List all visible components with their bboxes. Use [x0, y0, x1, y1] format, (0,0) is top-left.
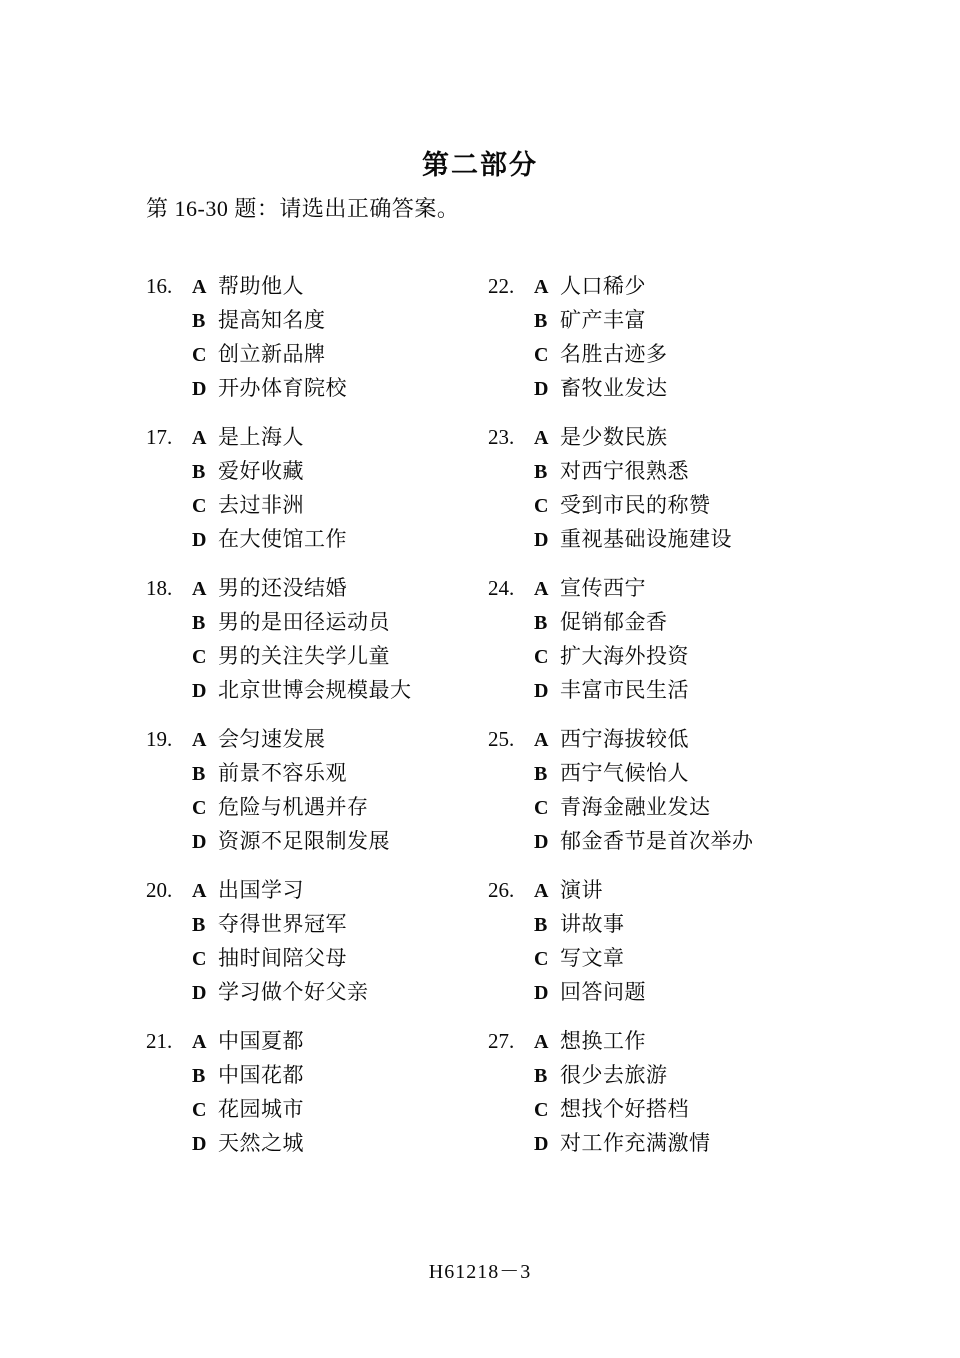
option-text: 夺得世界冠军 [218, 912, 347, 936]
option-text: 会匀速发展 [218, 727, 326, 751]
option-letter: B [192, 461, 206, 483]
option-text: 提高知名度 [218, 308, 326, 332]
option-letter: D [192, 831, 207, 853]
question-block [488, 1025, 754, 1161]
option-letter: D [534, 529, 549, 551]
option-text: 写文章 [560, 946, 625, 970]
option-letter: B [192, 310, 206, 332]
question-number: 21. [146, 1029, 173, 1053]
option-row[interactable] [146, 372, 412, 406]
option-row[interactable] [488, 338, 754, 372]
option-letter: C [534, 646, 549, 668]
option-text: 郁金香节是首次举办 [560, 829, 754, 853]
page-footer: H61218－3 [428, 1261, 532, 1283]
option-text: 丰富市民生活 [560, 678, 689, 702]
question-number: 20. [146, 878, 173, 902]
question-block [146, 1025, 412, 1161]
option-text: 中国夏都 [218, 1029, 304, 1053]
option-row[interactable] [146, 1127, 412, 1161]
option-text: 资源不足限制发展 [218, 829, 390, 853]
question-block [488, 270, 754, 406]
option-text: 西宁气候怡人 [560, 761, 689, 785]
option-letter: A [534, 276, 549, 298]
option-text: 人口稀少 [560, 274, 646, 298]
option-row[interactable] [146, 606, 412, 640]
option-text: 西宁海拔较低 [560, 727, 689, 751]
option-letter: C [534, 495, 549, 517]
option-letter: B [534, 1065, 548, 1087]
option-letter: A [534, 880, 549, 902]
option-text: 想找个好搭档 [560, 1097, 689, 1121]
option-letter: C [192, 344, 207, 366]
question-number: 27. [488, 1029, 515, 1053]
option-row[interactable] [146, 825, 412, 859]
option-letter: A [192, 880, 207, 902]
option-letter: A [192, 427, 207, 449]
option-text: 开办体育院校 [218, 376, 347, 400]
option-row[interactable] [488, 757, 754, 791]
option-text: 是上海人 [218, 425, 304, 449]
option-row[interactable] [488, 640, 754, 674]
question-number: 24. [488, 576, 515, 600]
option-letter: A [534, 1031, 549, 1053]
option-text: 扩大海外投资 [560, 644, 689, 668]
section-title: 第二部分 [422, 150, 538, 180]
option-row[interactable] [146, 791, 412, 825]
option-letter: C [192, 1099, 207, 1121]
option-row[interactable] [146, 874, 412, 908]
option-letter: D [534, 982, 549, 1004]
option-letter: C [192, 646, 207, 668]
option-text: 对工作充满激情 [560, 1131, 711, 1155]
option-text: 很少去旅游 [560, 1063, 668, 1087]
option-text: 重视基础设施建设 [560, 527, 732, 551]
question-number: 23. [488, 425, 515, 449]
option-text: 学习做个好父亲 [218, 980, 369, 1004]
option-text: 对西宁很熟悉 [560, 459, 689, 483]
option-row[interactable] [146, 1059, 412, 1093]
option-text: 花园城市 [218, 1097, 304, 1121]
question-number: 26. [488, 878, 515, 902]
question-block [146, 270, 412, 406]
option-row[interactable] [488, 942, 754, 976]
option-text: 天然之城 [218, 1131, 304, 1155]
question-number: 19. [146, 727, 173, 751]
option-text: 回答问题 [560, 980, 646, 1004]
option-text: 帮助他人 [218, 274, 304, 298]
option-row[interactable] [488, 1059, 754, 1093]
option-row[interactable] [146, 455, 412, 489]
question-number: 18. [146, 576, 173, 600]
option-row[interactable] [488, 455, 754, 489]
question-block [488, 572, 754, 708]
option-row[interactable] [488, 572, 754, 606]
option-letter: B [534, 763, 548, 785]
question-block [488, 874, 754, 1010]
option-letter: A [534, 427, 549, 449]
option-row[interactable] [488, 825, 754, 859]
option-row[interactable] [488, 421, 754, 455]
option-row[interactable] [146, 674, 412, 708]
option-letter: B [192, 1065, 206, 1087]
option-text: 矿产丰富 [560, 308, 646, 332]
question-block [488, 723, 754, 859]
option-row[interactable] [488, 270, 754, 304]
option-text: 名胜古迹多 [560, 342, 668, 366]
option-text: 受到市民的称赞 [560, 493, 711, 517]
option-row[interactable] [146, 757, 412, 791]
option-row[interactable] [488, 874, 754, 908]
option-letter: C [534, 1099, 549, 1121]
option-row[interactable] [488, 1025, 754, 1059]
option-letter: D [192, 680, 207, 702]
option-row[interactable] [146, 489, 412, 523]
option-row[interactable] [488, 908, 754, 942]
option-row[interactable] [488, 1093, 754, 1127]
option-text: 男的还没结婚 [218, 576, 347, 600]
option-letter: D [192, 982, 207, 1004]
option-text: 在大使馆工作 [218, 527, 347, 551]
instruction-line: 第 16-30 题：请选出正确答案。 [146, 196, 460, 221]
option-letter: C [534, 797, 549, 819]
option-text: 宣传西宁 [560, 576, 646, 600]
option-text: 北京世博会规模最大 [218, 678, 412, 702]
option-text: 男的关注失学儿童 [218, 644, 390, 668]
option-letter: A [534, 729, 549, 751]
option-row[interactable] [488, 791, 754, 825]
option-row[interactable] [146, 723, 412, 757]
option-text: 去过非洲 [218, 493, 304, 517]
option-letter: B [534, 461, 548, 483]
option-row[interactable] [488, 976, 754, 1010]
option-letter: C [534, 948, 549, 970]
option-row[interactable] [146, 640, 412, 674]
option-letter: D [192, 529, 207, 551]
question-block [146, 572, 412, 708]
option-row[interactable] [488, 489, 754, 523]
option-text: 畜牧业发达 [560, 376, 668, 400]
option-row[interactable] [488, 1127, 754, 1161]
option-letter: B [534, 914, 548, 936]
option-text: 想换工作 [560, 1029, 646, 1053]
option-row[interactable] [146, 572, 412, 606]
option-row[interactable] [146, 942, 412, 976]
option-letter: A [534, 578, 549, 600]
option-text: 危险与机遇并存 [218, 795, 369, 819]
option-row[interactable] [146, 523, 412, 557]
option-letter: A [192, 1031, 207, 1053]
option-text: 青海金融业发达 [560, 795, 711, 819]
option-letter: B [534, 612, 548, 634]
question-block [146, 874, 412, 1010]
option-letter: B [192, 914, 206, 936]
option-letter: D [192, 378, 207, 400]
question-number: 16. [146, 274, 173, 298]
option-letter: B [192, 612, 206, 634]
option-text: 抽时间陪父母 [218, 946, 347, 970]
option-text: 中国花都 [218, 1063, 304, 1087]
option-text: 是少数民族 [560, 425, 668, 449]
option-letter: D [192, 1133, 207, 1155]
question-block [146, 723, 412, 859]
option-row[interactable] [488, 723, 754, 757]
question-number: 17. [146, 425, 173, 449]
option-text: 演讲 [560, 878, 603, 902]
option-letter: C [192, 495, 207, 517]
option-row[interactable] [488, 523, 754, 557]
option-row[interactable] [146, 1093, 412, 1127]
option-text: 创立新品牌 [218, 342, 326, 366]
option-text: 讲故事 [560, 912, 625, 936]
option-row[interactable] [146, 908, 412, 942]
option-row[interactable] [488, 372, 754, 406]
question-number: 22. [488, 274, 515, 298]
option-letter: B [534, 310, 548, 332]
option-letter: B [192, 763, 206, 785]
option-text: 爱好收藏 [218, 459, 304, 483]
option-letter: C [192, 948, 207, 970]
option-row[interactable] [146, 421, 412, 455]
option-row[interactable] [488, 304, 754, 338]
option-text: 前景不容乐观 [218, 761, 347, 785]
option-letter: C [192, 797, 207, 819]
option-text: 促销郁金香 [560, 610, 668, 634]
option-letter: A [192, 729, 207, 751]
option-text: 男的是田径运动员 [218, 610, 390, 634]
option-letter: A [192, 578, 207, 600]
option-letter: D [534, 378, 549, 400]
question-column-left [146, 270, 412, 1176]
question-block [146, 421, 412, 557]
option-row[interactable] [146, 1025, 412, 1059]
option-row[interactable] [146, 270, 412, 304]
option-text: 出国学习 [218, 878, 304, 902]
option-letter: C [534, 344, 549, 366]
option-row[interactable] [488, 606, 754, 640]
option-row[interactable] [146, 338, 412, 372]
option-letter: A [192, 276, 207, 298]
question-block [488, 421, 754, 557]
option-row[interactable] [146, 976, 412, 1010]
option-row[interactable] [146, 304, 412, 338]
option-letter: D [534, 680, 549, 702]
option-letter: D [534, 1133, 549, 1155]
option-letter: D [534, 831, 549, 853]
question-number: 25. [488, 727, 515, 751]
option-row[interactable] [488, 674, 754, 708]
question-column-right [488, 270, 754, 1176]
